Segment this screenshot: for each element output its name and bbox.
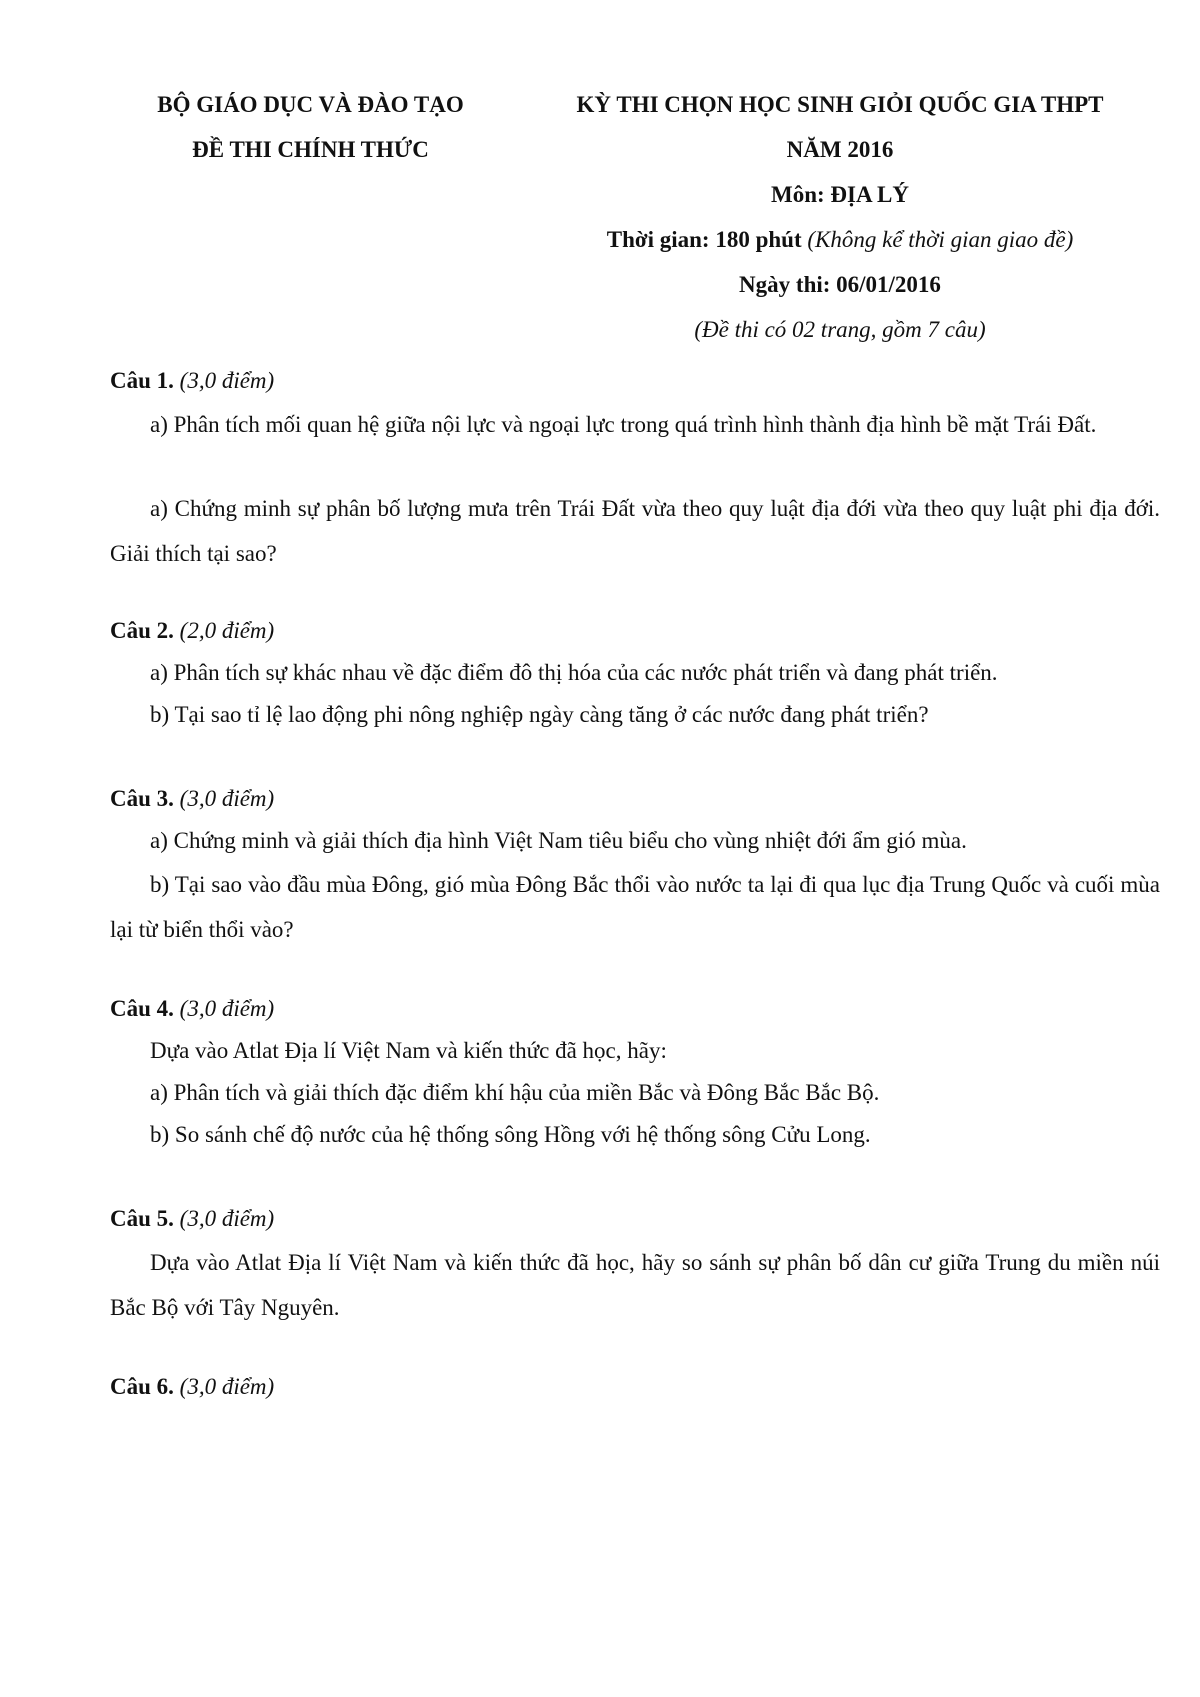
question-5-points: (3,0 điểm) xyxy=(179,1206,275,1231)
question-2-item-a: a) Phân tích sự khác nhau về đặc điểm đô thị hóa của các nước phát triển và đang phát triển. xyxy=(150,660,998,685)
document-type: ĐỀ THI CHÍNH THỨC xyxy=(192,137,429,162)
duration-label: Thời gian: 180 phút xyxy=(606,227,802,252)
ministry-name: BỘ GIÁO DỤC VÀ ĐÀO TẠO xyxy=(157,92,464,117)
duration-note: (Không kể thời gian giao đề) xyxy=(807,227,1074,252)
question-5-title xyxy=(110,1206,274,1232)
question-2-points: (2,0 điểm) xyxy=(179,618,275,643)
question-1-item-b: a) Chứng minh sự phân bố lượng mưa trên Trái Đất vừa theo quy luật địa đới vừa theo quy luật phi địa đới. Giải thích tại sao? xyxy=(110,496,1160,566)
question-4-item-b: b) So sánh chế độ nước của hệ thống sông Hồng với hệ thống sông Cửu Long. xyxy=(150,1122,871,1147)
exam-info-block xyxy=(540,82,1140,352)
exam-name: KỲ THI CHỌN HỌC SINH GIỎI QUỐC GIA THPT xyxy=(576,92,1104,117)
question-3-label: Câu 3. xyxy=(110,786,174,811)
exam-year: NĂM 2016 xyxy=(786,137,894,162)
question-6-points: (3,0 điểm) xyxy=(179,1374,275,1399)
page-count-note: (Đề thi có 02 trang, gồm 7 câu) xyxy=(694,317,986,342)
question-2-title xyxy=(110,618,274,644)
question-4-title xyxy=(110,996,274,1022)
question-2-item-b: b) Tại sao tỉ lệ lao động phi nông nghiệp ngày càng tăng ở các nước đang phát triển? xyxy=(150,702,929,727)
question-5-item: Dựa vào Atlat Địa lí Việt Nam và kiến thức đã học, hãy so sánh sự phân bố dân cư giữa Trung du miền núi Bắc Bộ với Tây Nguyên. xyxy=(110,1250,1160,1320)
question-1-title xyxy=(110,368,274,394)
exam-duration xyxy=(540,217,1140,262)
question-4-points: (3,0 điểm) xyxy=(179,996,275,1021)
question-3-item-a: a) Chứng minh và giải thích địa hình Việt Nam tiêu biểu cho vùng nhiệt đới ẩm gió mùa. xyxy=(150,828,967,853)
question-4-label: Câu 4. xyxy=(110,996,174,1021)
question-1-label: Câu 1. xyxy=(110,368,174,393)
question-3-points: (3,0 điểm) xyxy=(179,786,275,811)
question-6-label: Câu 6. xyxy=(110,1374,174,1399)
exam-subject: Môn: ĐỊA LÝ xyxy=(770,182,909,207)
question-5-label: Câu 5. xyxy=(110,1206,174,1231)
question-2-label: Câu 2. xyxy=(110,618,174,643)
question-1-points: (3,0 điểm) xyxy=(179,368,275,393)
question-4-intro: Dựa vào Atlat Địa lí Việt Nam và kiến thức đã học, hãy: xyxy=(150,1038,667,1063)
question-4-item-a: a) Phân tích và giải thích đặc điểm khí hậu của miền Bắc và Đông Bắc Bắc Bộ. xyxy=(150,1080,880,1105)
question-1-item-a: a) Phân tích mối quan hệ giữa nội lực và ngoại lực trong quá trình hình thành địa hình bề mặt Trái Đất. xyxy=(150,412,1097,437)
question-3-title xyxy=(110,786,274,812)
question-3-item-b: b) Tại sao vào đầu mùa Đông, gió mùa Đông Bắc thổi vào nước ta lại đi qua lục địa Trung Quốc và cuối mùa lại từ biển thổi vào? xyxy=(110,872,1160,942)
exam-date: Ngày thi: 06/01/2016 xyxy=(739,272,941,297)
issuer-block xyxy=(118,82,503,172)
question-6-title xyxy=(110,1374,274,1400)
